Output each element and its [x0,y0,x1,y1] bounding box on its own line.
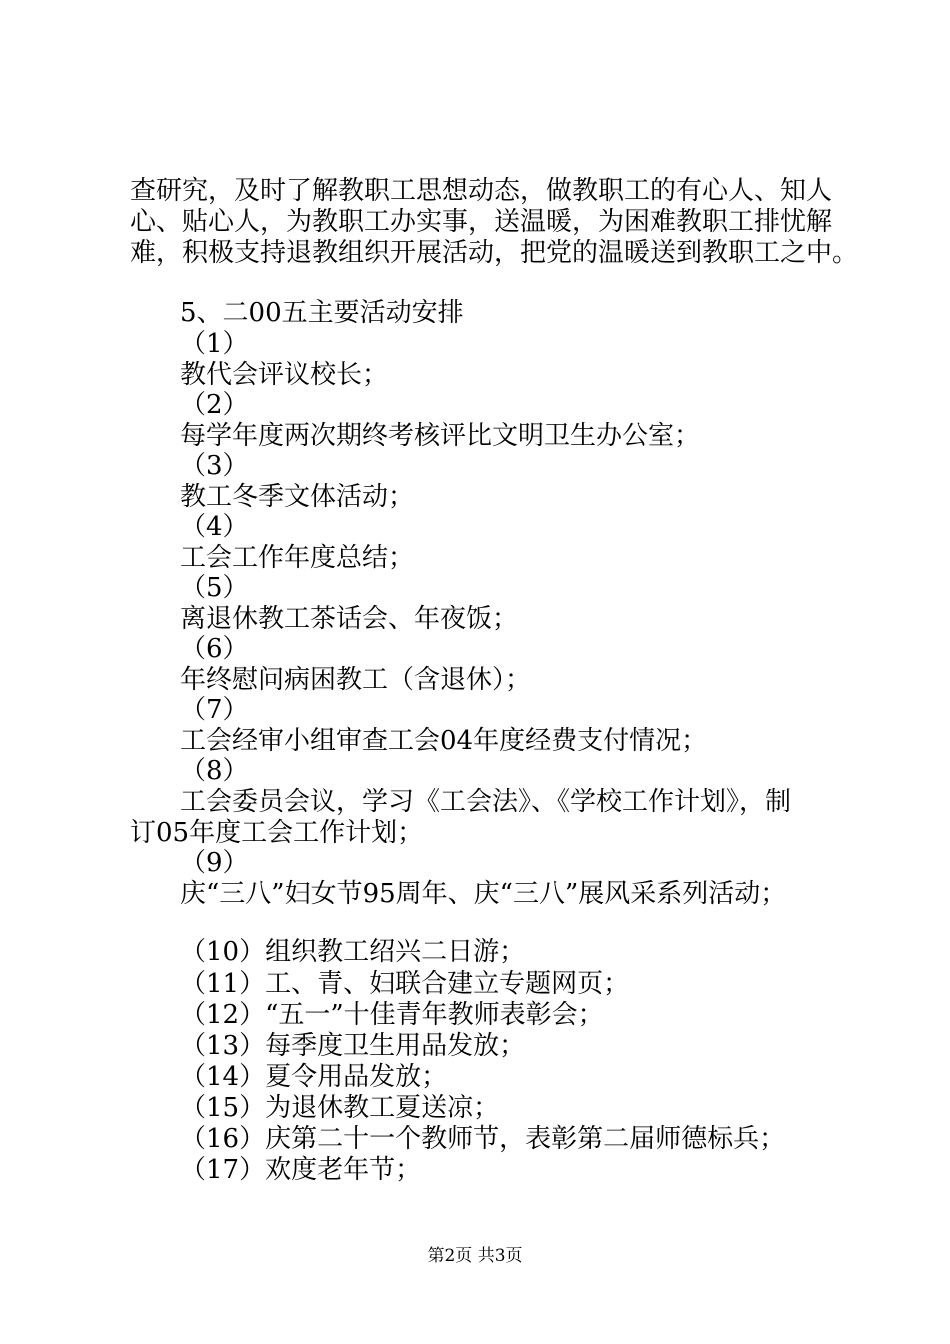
item-text: 离退休教工茶话会、年夜饭； [180,604,519,634]
list-item: （14）夏令用品发放； [180,1062,448,1092]
item-number: （7） [180,695,249,725]
list-item: （15）为退休教工夏送凉； [180,1093,500,1123]
item-number: （2） [180,390,249,420]
intro-line: 心、贴心人，为教职工办实事，送温暖，为困难教职工排忧解 [130,207,833,237]
section-heading: 5、二00五主要活动安排 [180,298,464,328]
item-number: （4） [180,512,249,542]
page-footer: 第2页 共3页 [427,1246,523,1266]
item-text: 教工冬季文体活动； [180,482,415,512]
list-item: （13）每季度卫生用品发放； [180,1031,526,1061]
item-text: 工会工作年度总结； [180,543,415,573]
item-text: 工会委员会议，学习《工会法》、《学校工作计划》，制 [180,787,792,817]
intro-line: 查研究，及时了解教职工思想动态，做教职工的有心人、知人 [130,176,833,206]
item-text: 年终慰问病困教工（含退休）； [180,665,532,695]
list-item: （17）欢度老年节； [180,1155,422,1185]
intro-line: 难，积极支持退教组织开展活动，把党的温暖送到教职工之中。 [130,238,859,268]
item-text: 每学年度两次期终考核评比文明卫生办公室； [180,421,701,451]
item-number: （5） [180,573,249,603]
item-number: （1） [180,329,249,359]
item-text: 工会经审小组审查工会04年度经费支付情况； [180,726,708,756]
item-text: 庆“三八”妇女节95周年、庆“三八”展风采系列活动； [180,879,787,909]
item-number: （8） [180,756,249,786]
list-item: （16）庆第二十一个教师节，表彰第二届师德标兵； [180,1124,786,1154]
item-text-continued: 订05年度工会工作计划； [130,818,424,848]
item-text: 教代会评议校长； [180,360,389,390]
item-number: （6） [180,634,249,664]
list-item: （12）“五一”十佳青年教师表彰会； [180,1000,604,1030]
item-number: （9） [180,848,249,878]
list-item: （10）组织教工绍兴二日游； [180,937,526,967]
list-item: （11）工、青、妇联合建立专题网页； [180,969,630,999]
item-number: （3） [180,451,249,481]
